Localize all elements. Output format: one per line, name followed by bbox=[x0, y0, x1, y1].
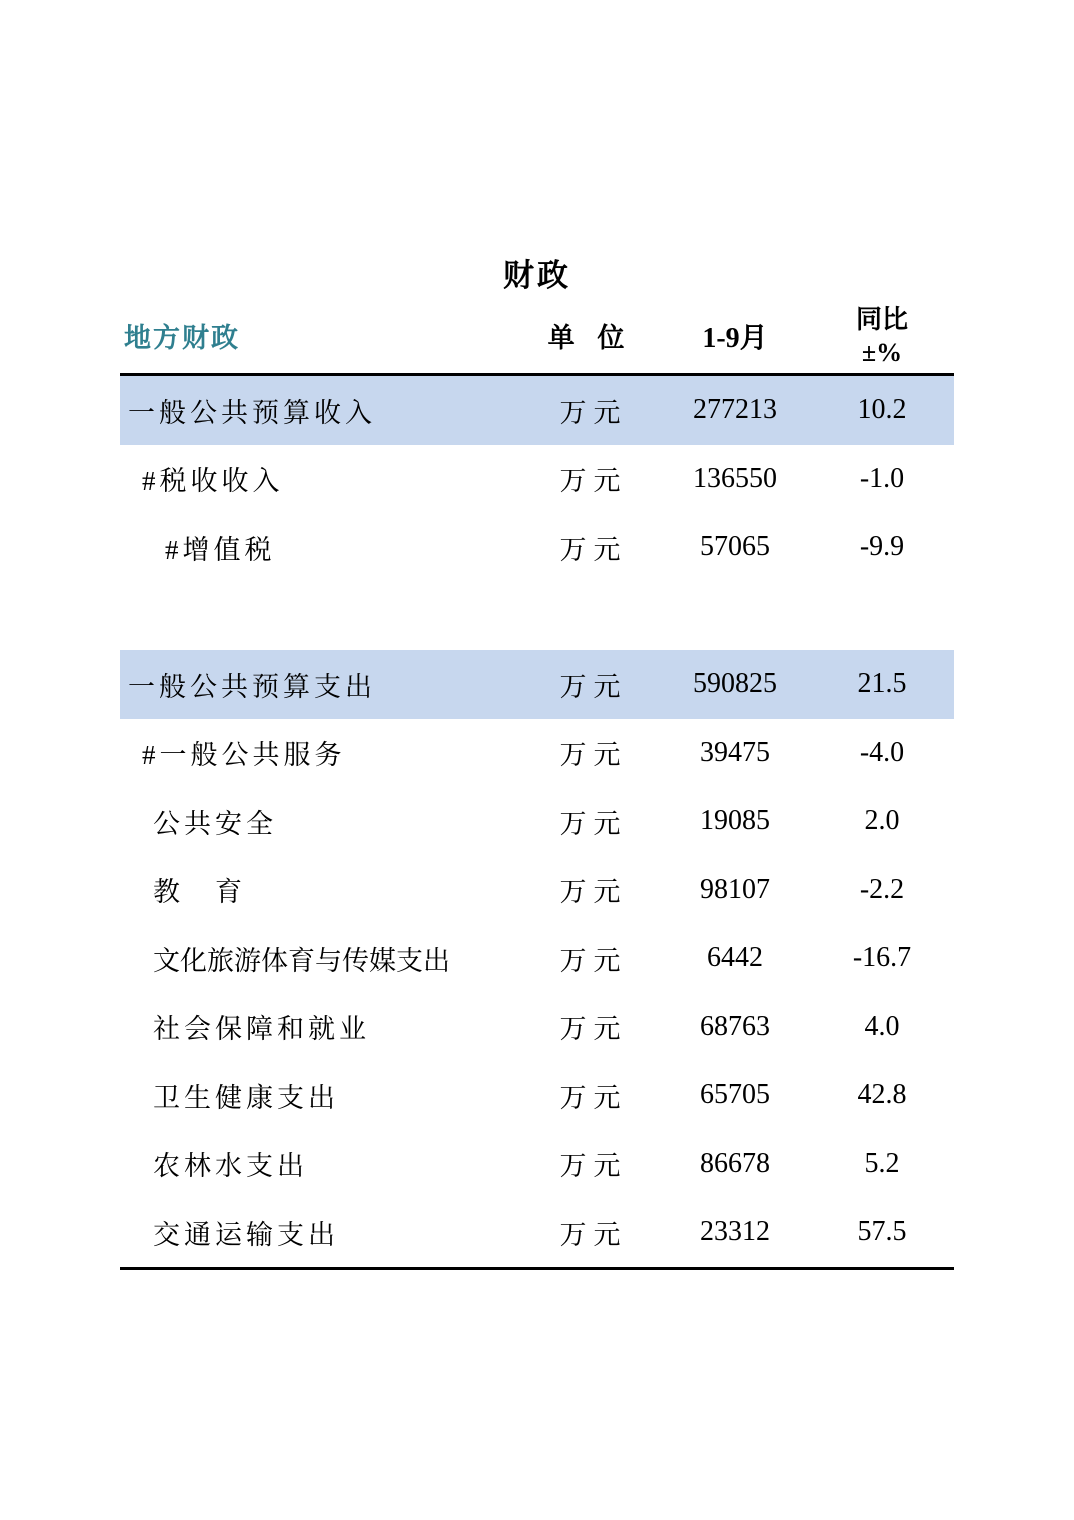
row-value: 19085 bbox=[700, 805, 770, 837]
row-unit: 万元 bbox=[559, 740, 628, 771]
header-period: 1-9月 bbox=[702, 322, 768, 354]
row-label: 交通运输支出 bbox=[153, 1219, 339, 1250]
row-label: 一般公共预算支出 bbox=[128, 671, 376, 702]
row-unit: 万元 bbox=[559, 1151, 628, 1182]
row-label: 卫生健康支出 bbox=[153, 1082, 339, 1113]
table-row bbox=[120, 1061, 954, 1130]
row-yoy: 2.0 bbox=[864, 805, 900, 837]
row-unit: 万元 bbox=[559, 877, 628, 908]
row-label: #税收收入 bbox=[142, 466, 284, 497]
row-unit: 万元 bbox=[559, 466, 628, 497]
row-unit: 万元 bbox=[559, 1219, 628, 1250]
row-value: 57065 bbox=[700, 531, 770, 563]
table-body bbox=[120, 376, 954, 1270]
row-yoy: 5.2 bbox=[864, 1147, 900, 1179]
row-unit: 万元 bbox=[559, 945, 628, 976]
row-label: #增值税 bbox=[165, 534, 276, 565]
row-label: #一般公共服务 bbox=[142, 740, 346, 771]
table-header-row bbox=[120, 298, 954, 376]
row-label: 一般公共预算收入 bbox=[128, 397, 376, 428]
row-yoy: -2.2 bbox=[859, 873, 905, 905]
header-local-finance: 地方财政 bbox=[124, 323, 240, 353]
row-value: 23312 bbox=[700, 1216, 770, 1248]
row-value: 277213 bbox=[693, 394, 777, 426]
table-row bbox=[120, 719, 954, 788]
row-yoy: -9.9 bbox=[859, 531, 905, 563]
table-row bbox=[120, 650, 954, 719]
row-label: 农林水支出 bbox=[153, 1151, 308, 1182]
row-value: 68763 bbox=[700, 1010, 770, 1042]
row-yoy: -1.0 bbox=[859, 462, 905, 494]
document-page bbox=[120, 0, 954, 1270]
table-row bbox=[120, 993, 954, 1062]
row-unit: 万元 bbox=[559, 671, 628, 702]
row-label: 公共安全 bbox=[153, 808, 277, 839]
row-label: 教 育 bbox=[153, 877, 246, 908]
row-label: 社会保障和就业 bbox=[153, 1014, 370, 1045]
table-row bbox=[120, 787, 954, 856]
header-unit: 单 位 bbox=[547, 323, 633, 353]
row-value: 6442 bbox=[707, 942, 763, 974]
row-yoy: 57.5 bbox=[857, 1216, 907, 1248]
page-title: 财政 bbox=[503, 258, 571, 294]
table-row bbox=[120, 376, 954, 445]
row-yoy: 21.5 bbox=[857, 668, 907, 700]
row-unit: 万元 bbox=[559, 397, 628, 428]
table-row bbox=[120, 856, 954, 925]
table-row bbox=[120, 582, 954, 651]
row-yoy: 4.0 bbox=[864, 1010, 900, 1042]
row-yoy: -16.7 bbox=[852, 942, 912, 974]
header-yoy-line2: ±% bbox=[861, 337, 903, 367]
row-unit: 万元 bbox=[559, 808, 628, 839]
row-yoy: 42.8 bbox=[857, 1079, 907, 1111]
row-label: 文化旅游体育与传媒支出 bbox=[153, 945, 450, 976]
row-unit: 万元 bbox=[559, 1014, 628, 1045]
header-yoy bbox=[810, 303, 954, 369]
table-row bbox=[120, 445, 954, 514]
table-row bbox=[120, 924, 954, 993]
table-row bbox=[120, 1130, 954, 1199]
row-value: 98107 bbox=[700, 873, 770, 905]
row-unit: 万元 bbox=[559, 1082, 628, 1113]
table-row bbox=[120, 1198, 954, 1267]
table-row bbox=[120, 513, 954, 582]
row-value: 136550 bbox=[693, 462, 777, 494]
header-yoy-line1: 同比 bbox=[855, 304, 908, 334]
row-value: 86678 bbox=[700, 1147, 770, 1179]
row-yoy: 10.2 bbox=[857, 394, 907, 426]
row-value: 39475 bbox=[700, 736, 770, 768]
row-value: 590825 bbox=[693, 668, 777, 700]
row-yoy: -4.0 bbox=[859, 736, 905, 768]
row-unit: 万元 bbox=[559, 534, 628, 565]
row-value: 65705 bbox=[700, 1079, 770, 1111]
